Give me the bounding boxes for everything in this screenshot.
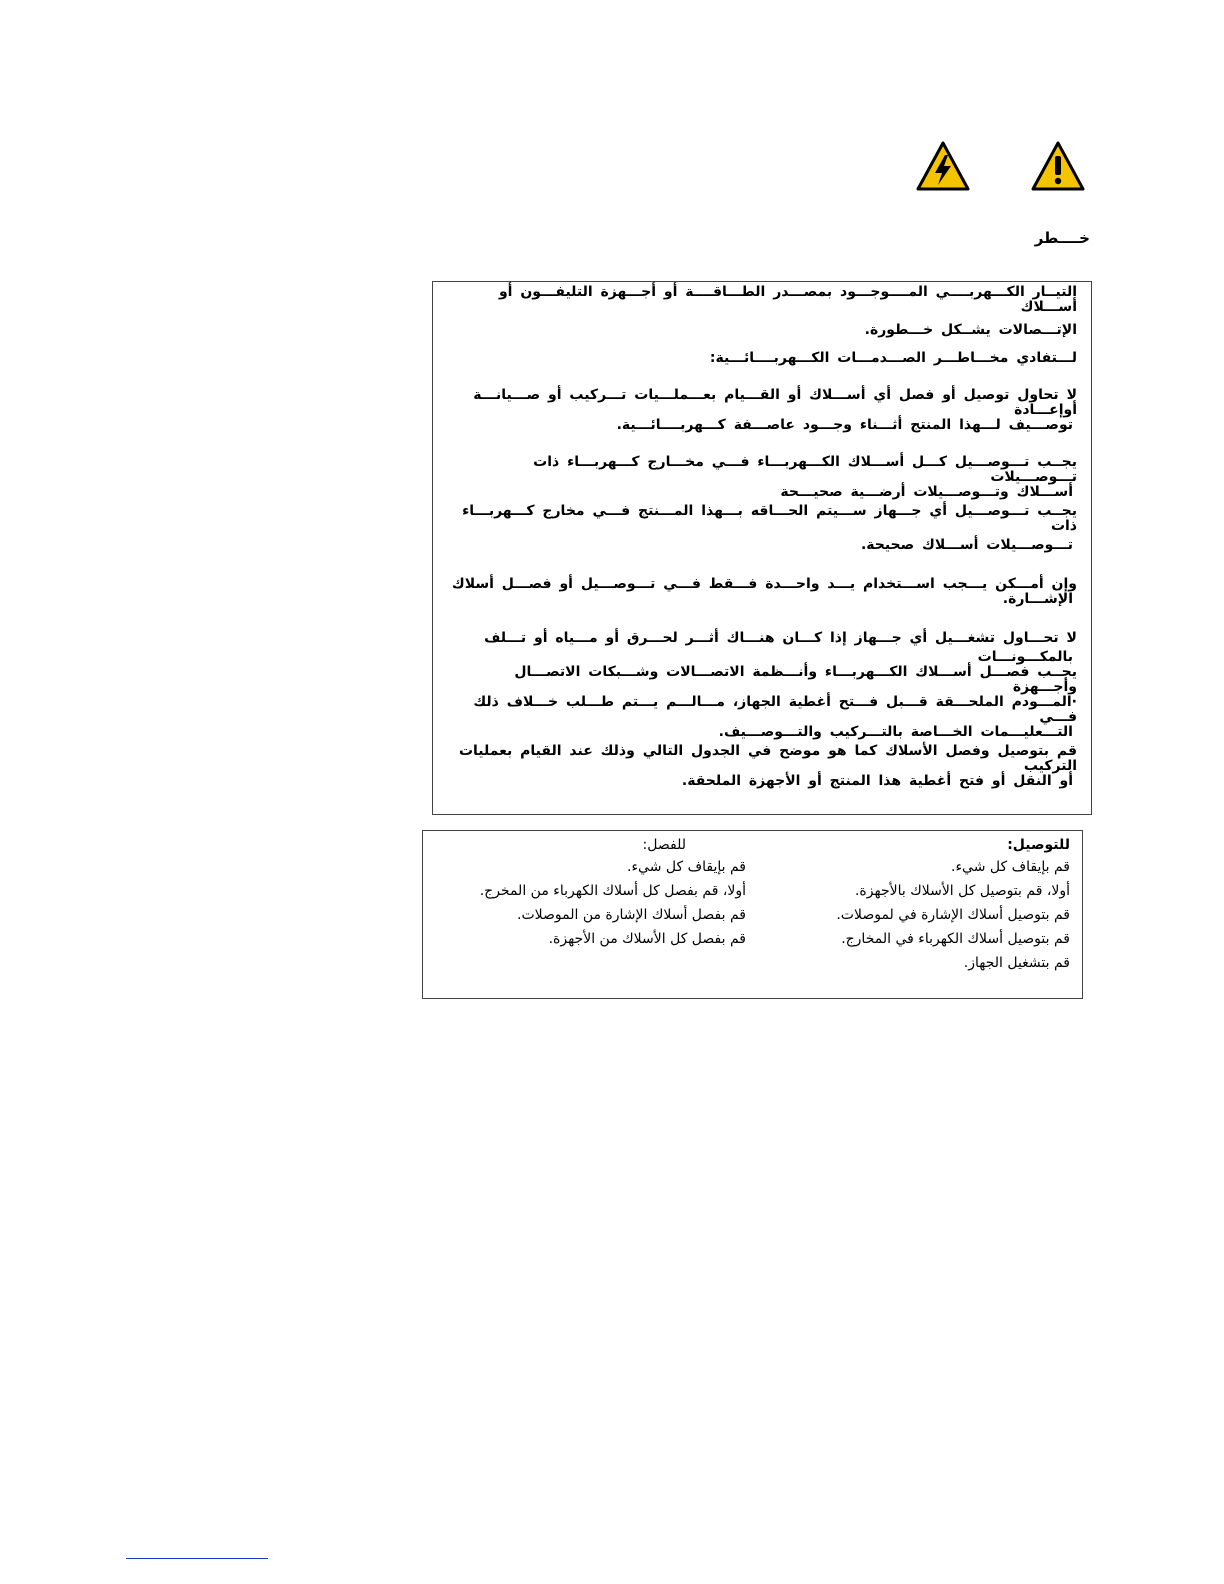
danger-title: خــــطر xyxy=(1034,229,1090,247)
connect-disconnect-table xyxy=(422,830,1083,999)
danger-paragraph: ·المـــودم الملحـــقة قـــبل فـــتح أغطية الجهاز، مـــالـــم يـــتم طـــلب خـــلاف ذلك فـــي xyxy=(473,694,1077,725)
connect-steps xyxy=(810,855,1070,975)
danger-paragraph: يجــب تـــوصـــيل كـــل أســـلاك الكـــهربـــاء فـــي مخـــارج كـــهربـــاء ذات تـــوصـــيلات xyxy=(533,454,1077,485)
general-warning-icon xyxy=(1030,140,1086,192)
list-item: أولا، قم بتوصيل كل الأسلاك بالأجهزة. xyxy=(854,883,1070,899)
electrical-hazard-icon xyxy=(915,140,971,192)
list-item: أولا، قم بفصل كل أسلاك الكهرباء من المخرج. xyxy=(479,883,746,899)
list-item: قم بفصل أسلاك الإشارة من الموصلات. xyxy=(517,907,746,923)
disconnect-steps xyxy=(428,855,746,951)
danger-paragraph: لـــتفادي مخـــاطـــر الصـــدمـــات الكـــهربــــائـــية: xyxy=(709,350,1077,366)
danger-paragraph: التيــار الكـــهربــــي المــــوجـــود بمصـــدر الطـــاقــــة أو أجـــهزة التليفـــون أو أســـلاك xyxy=(498,284,1077,315)
list-item: قم بتوصيل أسلاك الإشارة في لموصلات. xyxy=(836,907,1070,923)
disconnect-heading: للفصل: xyxy=(642,837,686,853)
list-item: قم بتشغيل الجهاز. xyxy=(963,955,1070,971)
danger-paragraph: يجــب فصـــل أســـلاك الكـــهربـــاء وأنـــظمة الاتصـــالات وشـــبكات الاتصـــال وأجـــهزة xyxy=(514,664,1077,695)
hazard-icons xyxy=(915,140,1087,196)
danger-paragraph: التـــعليـــمات الخـــاصة بالتـــركيب والتـــوصـــيف. xyxy=(718,724,1073,740)
danger-paragraph: لا تحاول توصيل أو فصل أي أســـلاك أو القـــيام بعـــملـــيات تـــركيب أو صـــيانـــة أوإعـــادة xyxy=(473,387,1077,418)
danger-paragraph: أو النقل أو فتح أغطية هذا المنتج أو الأجهزة الملحقة. xyxy=(681,773,1073,789)
danger-notice-box xyxy=(432,281,1092,815)
danger-paragraph: بالمكـــونـــات xyxy=(977,649,1073,665)
danger-paragraph: يجــب تـــوصـــيل أي جـــهاز ســـيتم الحـــاقه بـــهذا المـــنتج فـــي مخارج كـــهربـــاء ذات xyxy=(462,503,1077,534)
danger-paragraph: الإشـــارة. xyxy=(1002,591,1073,607)
connect-heading: للتوصيل: xyxy=(1007,837,1070,853)
list-item: قم بإيقاف كل شيء. xyxy=(951,859,1070,875)
danger-paragraph: أســـلاك وتـــوصـــيلات أرضـــية صحيـــحة xyxy=(780,484,1073,500)
danger-paragraph: لا تحـــاول تشغـــيل أي جـــهاز إذا كـــان هنـــاك أثـــر لحـــرق أو مـــياه أو تـــلف xyxy=(484,630,1077,646)
danger-paragraph: وإن أمـــكن يـــجب اســـتخدام يـــد واحـــدة فـــقط فـــي تـــوصـــيل أو فصـــل أسلاك xyxy=(451,576,1077,592)
connect-column xyxy=(810,835,1070,975)
list-item: قم بإيقاف كل شيء. xyxy=(627,859,746,875)
list-item: قم بفصل كل الأسلاك من الأجهزة. xyxy=(548,931,746,947)
danger-paragraph: الإتـــصالات يشــكل خـــطورة. xyxy=(864,322,1077,338)
disconnect-column xyxy=(428,835,746,951)
footnote-rule xyxy=(126,1558,268,1559)
danger-paragraph: توصـــيف لـــهذا المنتج أثـــناء وجـــود عاصـــفة كـــهربــــائـــية. xyxy=(616,417,1073,433)
list-item: قم بتوصيل أسلاك الكهرباء في المخارج. xyxy=(841,931,1070,947)
danger-paragraph: قم بتوصيل وفصل الأسلاك كما هو موضح في الجدول التالي وذلك عند القيام بعمليات التركيب xyxy=(458,743,1077,774)
danger-paragraph: تـــوصـــيلات أســـلاك صحيحة. xyxy=(860,537,1073,553)
